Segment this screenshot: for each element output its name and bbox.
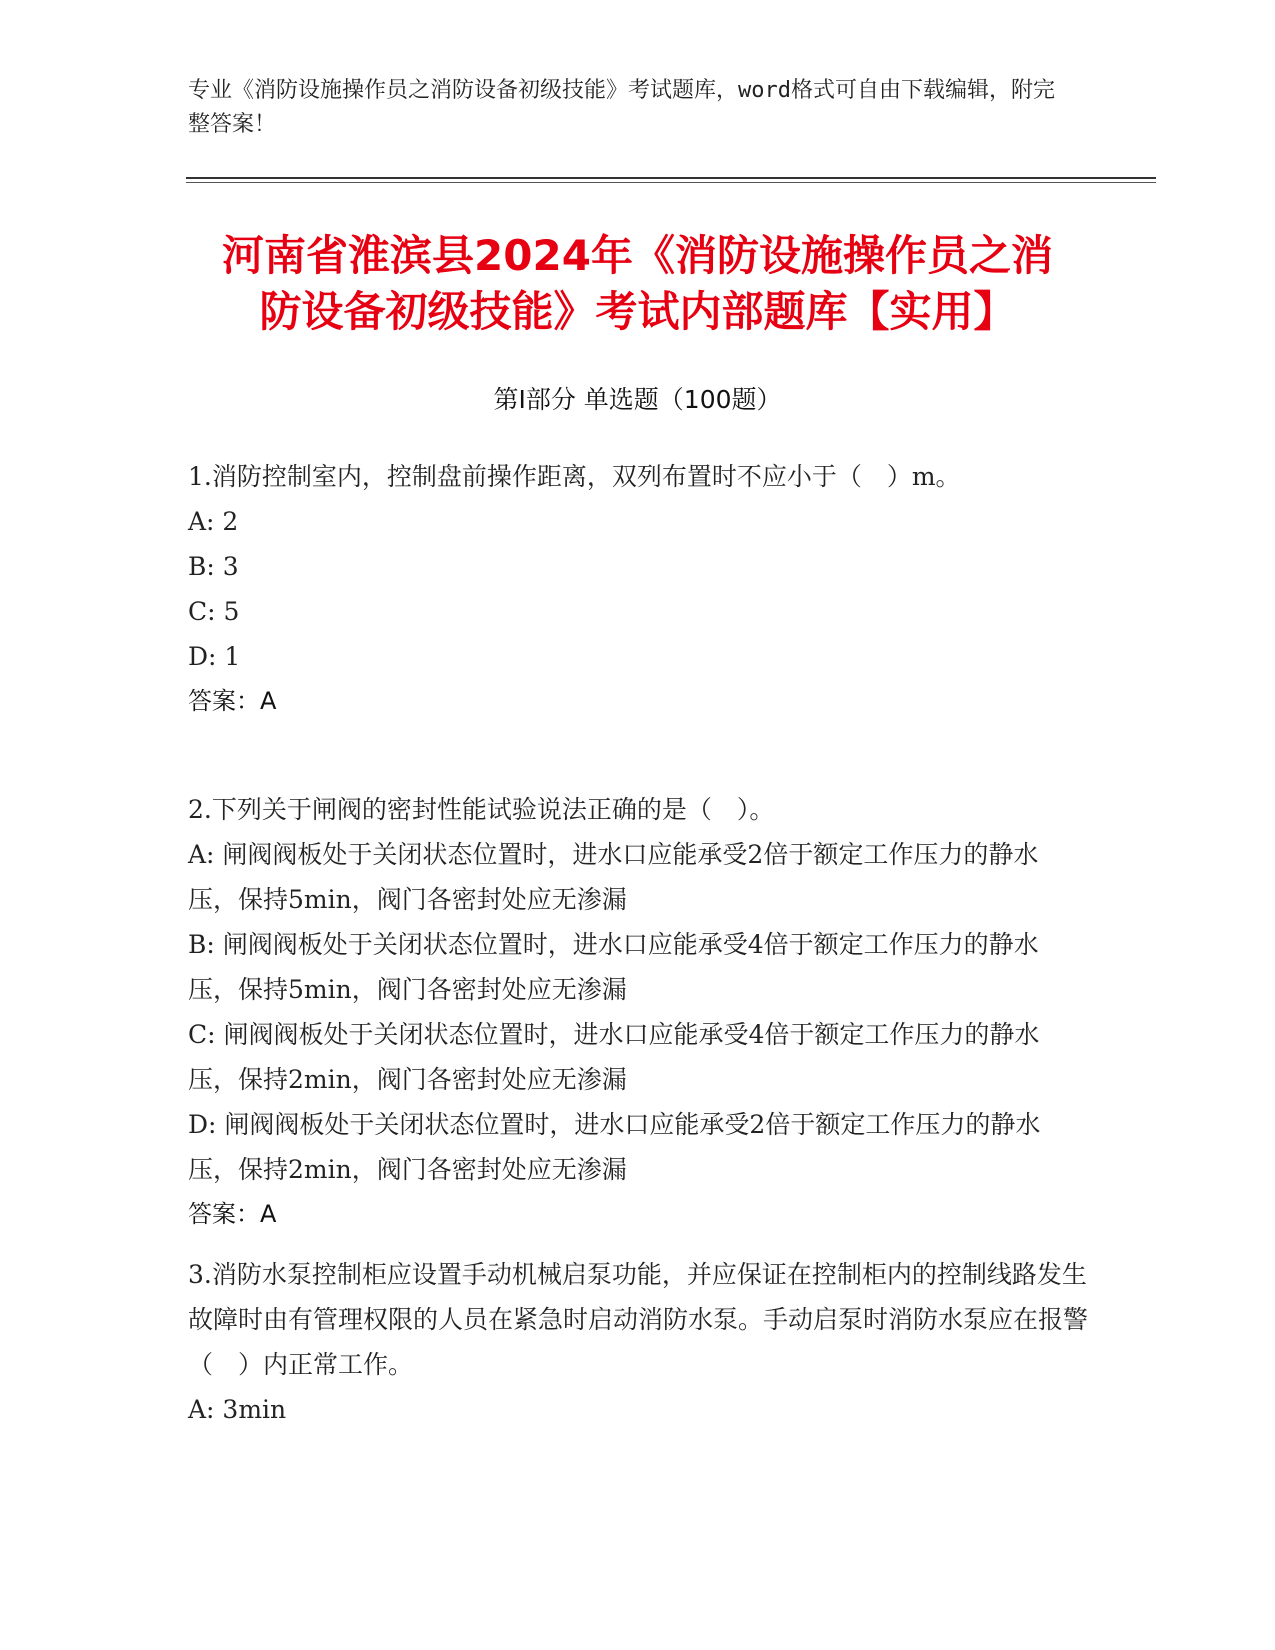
question-2	[188, 787, 1088, 1237]
question-2-option-a: A: 闸阀阀板处于关闭状态位置时，进水口应能承受2倍于额定工作压力的静水压，保持5min，阀门各密封处应无渗漏	[188, 840, 1039, 914]
question-1-option-b: B: 3	[188, 552, 239, 581]
question-2-answer: 答案：A	[188, 1200, 277, 1228]
question-1	[188, 454, 1088, 724]
question-2-stem: 2.下列关于闸阀的密封性能试验说法正确的是（ ）。	[188, 795, 775, 824]
question-1-option-c: C: 5	[188, 597, 240, 626]
document-title-line2: 防设备初级技能》考试内部题库【实用】	[259, 287, 1016, 336]
section-heading: 第Ⅰ部分 单选题（100题）	[493, 385, 782, 414]
question-3-stem: 3.消防水泵控制柜应设置手动机械启泵功能，并应保证在控制柜内的控制线路发生故障时由有管理权限的人员在紧急时启动消防水泵。手动启泵时消防水泵应在报警（ ）内正常工作。	[188, 1260, 1089, 1379]
header-divider-thin	[186, 182, 1156, 183]
question-2-option-d: D: 闸阀阀板处于关闭状态位置时，进水口应能承受2倍于额定工作压力的静水压，保持2min，阀门各密封处应无渗漏	[188, 1110, 1041, 1184]
document-title	[150, 228, 1125, 340]
document-title-line1: 河南省淮滨县2024年《消防设施操作员之消	[222, 231, 1053, 280]
question-2-option-b: B: 闸阀阀板处于关闭状态位置时，进水口应能承受4倍于额定工作压力的静水压，保持5min，阀门各密封处应无渗漏	[188, 930, 1039, 1004]
question-1-stem: 1.消防控制室内，控制盘前操作距离，双列布置时不应小于（ ）m。	[188, 462, 961, 491]
question-3	[188, 1252, 1088, 1432]
question-2-option-c: C: 闸阀阀板处于关闭状态位置时，进水口应能承受4倍于额定工作压力的静水压，保持2min，阀门各密封处应无渗漏	[188, 1020, 1040, 1094]
question-1-option-d: D: 1	[188, 642, 241, 671]
question-3-option-a: A: 3min	[188, 1395, 287, 1424]
question-1-answer: 答案：A	[188, 687, 277, 715]
header-divider-thick	[186, 177, 1156, 179]
question-1-option-a: A: 2	[188, 507, 239, 536]
header-note: 专业《消防设施操作员之消防设备初级技能》考试题库，word格式可自由下载编辑，附完整答案！	[188, 78, 1055, 137]
